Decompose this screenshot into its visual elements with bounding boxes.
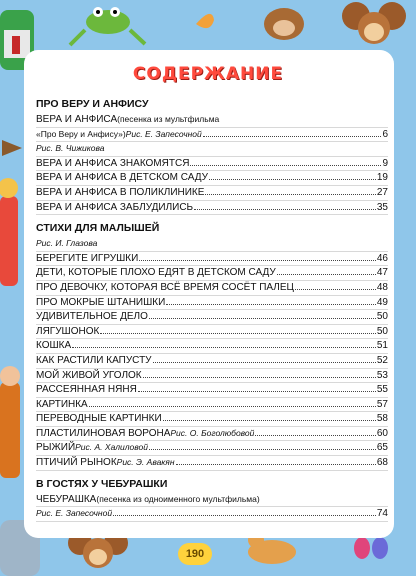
entry-page-number: 46 <box>376 252 388 264</box>
entry-title: ПРО МОКРЫЕ ШТАНИШКИ <box>36 296 166 308</box>
dot-leader <box>113 515 376 516</box>
entry-page-number: 55 <box>376 384 388 396</box>
section-heading: ПРО ВЕРУ И АНФИСУ <box>36 98 149 110</box>
illustrator-credit: Рис. В. Чижикова <box>36 143 105 154</box>
illustrator-credit: Рис. Э. Авакян <box>116 457 175 468</box>
monkey-illustration <box>264 8 304 40</box>
cheburashka-illustration <box>342 2 406 44</box>
entry-page-number: 49 <box>376 296 388 308</box>
dot-leader <box>153 362 376 363</box>
entry-page-number: 65 <box>376 442 388 454</box>
entry-title: ПЕРЕВОДНЫЕ КАРТИНКИ <box>36 413 162 425</box>
entry-page-number: 52 <box>376 354 388 366</box>
dot-leader <box>89 406 376 407</box>
illustrator-credit: Рис. О. Боголюбовой <box>170 427 255 438</box>
bird-illustration <box>2 140 22 156</box>
toc-entry[interactable] <box>36 310 388 325</box>
entry-title: ПРО ДЕВОЧКУ, КОТОРАЯ ВСЁ ВРЕМЯ СОСЁТ ПАЛЕЦ <box>36 281 294 293</box>
dot-leader <box>176 464 376 465</box>
toc-entry[interactable] <box>36 398 388 413</box>
toc-entry[interactable] <box>36 369 388 384</box>
toc-entry[interactable] <box>36 142 388 157</box>
entry-page-number: 47 <box>376 267 388 279</box>
toc-entry[interactable] <box>36 201 388 216</box>
toc-entry[interactable] <box>36 186 388 201</box>
toc-entry[interactable] <box>36 325 388 340</box>
entry-title: РЫЖИЙ <box>36 442 76 454</box>
entry-page-number: 58 <box>376 413 388 425</box>
boy-illustration <box>0 382 20 478</box>
entry-title: КОШКА <box>36 340 72 352</box>
illustrator-credit: Рис. А. Халиловой <box>75 442 148 453</box>
toc-entry[interactable] <box>36 128 388 143</box>
toc-entry[interactable] <box>36 237 388 252</box>
entry-page-number: 60 <box>376 427 388 439</box>
entry-title: ВЕРА И АНФИСА ЗАБЛУДИЛИСЬ <box>36 201 194 213</box>
entry-page-number: 6 <box>382 128 388 140</box>
entry-title: ЧЕБУРАШКА <box>36 493 97 505</box>
girl-illustration <box>0 196 18 286</box>
dot-leader <box>139 260 376 261</box>
entry-note: (песенка из одноименного мультфильма) <box>96 493 260 504</box>
section-heading: В ГОСТЯХ У ЧЕБУРАШКИ <box>36 477 168 490</box>
toc-entry[interactable] <box>36 157 388 172</box>
entry-page-number: 68 <box>376 457 388 469</box>
table-of-contents <box>36 97 388 522</box>
entry-title: МОЙ ЖИВОЙ УГОЛОК <box>36 369 142 381</box>
section-heading: СТИХИ ДЛЯ МАЛЫШЕЙ <box>36 222 160 235</box>
entry-title: БЕРЕГИТЕ ИГРУШКИ <box>36 252 139 264</box>
toc-entry[interactable] <box>36 427 388 442</box>
entry-page-number: 57 <box>376 398 388 410</box>
illustrator-credit: Рис. Е. Запесочной <box>36 508 113 519</box>
dot-leader <box>149 318 376 319</box>
page-number: 190 <box>178 543 212 565</box>
illustrator-credit: Рис. Е. Запесочной <box>125 128 202 139</box>
entry-page-number: 19 <box>376 172 388 184</box>
entry-title: ВЕРА И АНФИСА В ДЕТСКОМ САДУ <box>36 172 208 184</box>
dot-leader <box>72 347 376 348</box>
entry-title: ПЛАСТИЛИНОВАЯ ВОРОНА <box>36 427 171 439</box>
entry-page-number: 50 <box>376 311 388 323</box>
toc-entry[interactable] <box>36 412 388 427</box>
toc-entry[interactable] <box>36 281 388 296</box>
entry-title: ВЕРА И АНФИСА В ПОЛИКЛИНИКЕ <box>36 186 205 198</box>
toc-entry[interactable] <box>36 441 388 456</box>
toc-entry[interactable] <box>36 383 388 398</box>
entry-note: (песенка из мультфильма <box>117 114 220 124</box>
entry-title: КАК РАСТИЛИ КАПУСТУ <box>36 354 152 366</box>
toc-entry[interactable] <box>36 171 388 186</box>
dot-leader <box>277 274 376 275</box>
entry-page-number: 53 <box>376 369 388 381</box>
leaf-illustration <box>196 14 214 28</box>
entry-page-number: 27 <box>376 186 388 198</box>
entry-page-number: 50 <box>376 325 388 337</box>
dot-leader <box>194 209 376 210</box>
dot-leader <box>163 420 376 421</box>
entry-title: ДЕТИ, КОТОРЫЕ ПЛОХО ЕДЯТ В ДЕТСКОМ САДУ <box>36 267 276 279</box>
dot-leader <box>295 289 376 290</box>
toc-entry[interactable] <box>36 252 388 267</box>
illustrator-credit: Рис. И. Глазова <box>36 238 98 249</box>
page-title: СОДЕРЖАНИЕ <box>132 64 284 84</box>
toc-entry[interactable] <box>36 296 388 311</box>
entry-page-number: 74 <box>376 508 388 520</box>
dot-leader <box>138 391 376 392</box>
toc-entry[interactable] <box>36 113 388 128</box>
toc-entry[interactable] <box>36 493 388 508</box>
frog-illustration <box>70 7 145 45</box>
entry-title: ВЕРА И АНФИСА ЗНАКОМЯТСЯ <box>36 157 190 169</box>
dot-leader <box>209 179 376 180</box>
entry-page-number: 35 <box>376 201 388 213</box>
entry-page-number: 9 <box>382 157 388 169</box>
entry-title: УДИВИТЕЛЬНОЕ ДЕЛО <box>36 311 148 323</box>
butterfly-illustration <box>354 537 388 559</box>
entry-title: РАССЕЯННАЯ НЯНЯ <box>36 384 137 396</box>
dot-leader <box>205 194 375 195</box>
toc-entry[interactable] <box>36 456 388 471</box>
dot-leader <box>149 449 376 450</box>
toc-entry[interactable] <box>36 354 388 369</box>
entry-title: ВЕРА И АНФИСА <box>36 114 118 125</box>
dot-leader <box>100 333 376 334</box>
dot-leader <box>143 377 376 378</box>
entry-page-number: 51 <box>376 340 388 352</box>
entry-title: КАРТИНКА <box>36 398 88 410</box>
entry-page-number: 48 <box>376 281 388 293</box>
entry-title: ЛЯГУШОНОК <box>36 325 100 337</box>
dot-leader <box>203 136 382 137</box>
entry-title: «Про Веру и Анфису») <box>36 128 126 139</box>
toc-entry[interactable] <box>36 339 388 354</box>
entry-title: ПТИЧИЙ РЫНОК <box>36 457 117 469</box>
dot-leader <box>255 435 375 436</box>
dot-leader <box>166 304 376 305</box>
dot-leader <box>190 165 381 166</box>
toc-entry[interactable] <box>36 507 388 522</box>
toc-entry[interactable] <box>36 266 388 281</box>
